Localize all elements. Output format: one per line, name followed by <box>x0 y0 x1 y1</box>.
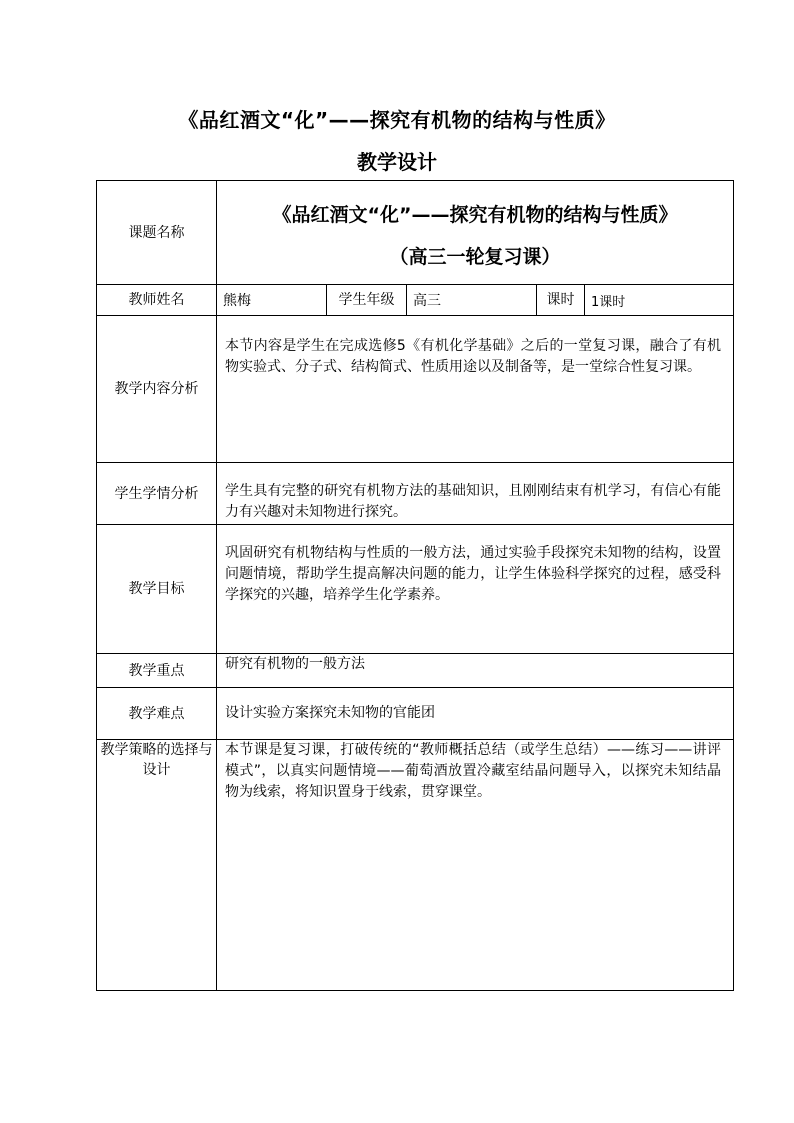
lesson-design-table <box>96 180 734 991</box>
topic-cell <box>217 181 734 285</box>
grade-label: 学生年级 <box>327 285 407 316</box>
content-analysis-text: 本节内容是学生在完成选修5《有机化学基础》之后的一堂复习课，融合了有机物实验式、分子式、结构简式、性质用途以及制备等，是一堂综合性复习课。 <box>217 316 734 463</box>
table-row-key-points <box>97 654 734 688</box>
content-analysis-label: 教学内容分析 <box>97 316 217 463</box>
table-row-content-analysis <box>97 316 734 463</box>
document-title: 《品红酒文“化”——探究有机物的结构与性质》 <box>178 108 616 132</box>
grade-value: 高三 <box>407 285 537 316</box>
table-row-topic <box>97 181 734 285</box>
difficulties-label: 教学难点 <box>97 688 217 740</box>
student-analysis-text: 学生具有完整的研究有机物方法的基础知识，且刚刚结束有机学习，有信心有能力有兴趣对未知物进行探究。 <box>217 463 734 525</box>
topic-title: 《品红酒文“化”——探究有机物的结构与性质》 <box>272 203 678 226</box>
teacher-label: 教师姓名 <box>97 285 217 316</box>
key-points-label: 教学重点 <box>97 654 217 688</box>
teacher-name: 熊梅 <box>217 285 327 316</box>
goals-text: 巩固研究有机物结构与性质的一般方法，通过实验手段探究未知物的结构，设置问题情境，帮助学生提高解决问题的能力，让学生体验科学探究的过程，感受科学探究的兴趣，培养学生化学素养。 <box>217 525 734 654</box>
document-subtitle: 教学设计 <box>357 150 437 174</box>
topic-course-type: （高三一轮复习课） <box>389 245 561 268</box>
difficulties-text: 设计实验方案探究未知物的官能团 <box>217 688 734 740</box>
table-row-difficulties <box>97 688 734 740</box>
table-row-student-analysis <box>97 463 734 525</box>
key-points-text: 研究有机物的一般方法 <box>217 654 734 688</box>
strategy-text: 本节课是复习课，打破传统的“教师概括总结（或学生总结）——练习——讲评模式”，以真实问题情境——葡萄酒放置冷藏室结晶问题导入，以探究未知结晶物为线索，将知识置身于线索，贯穿课堂。 <box>217 740 734 991</box>
table-row-strategy <box>97 740 734 991</box>
student-analysis-label: 学生学情分析 <box>97 463 217 525</box>
topic-label: 课题名称 <box>97 181 217 285</box>
hours-value: 1课时 <box>585 285 734 316</box>
hours-label: 课时 <box>537 285 585 316</box>
table-row-info <box>97 285 734 316</box>
table-row-goals <box>97 525 734 654</box>
goals-label: 教学目标 <box>97 525 217 654</box>
strategy-label: 教学策略的选择与设计 <box>97 740 217 991</box>
